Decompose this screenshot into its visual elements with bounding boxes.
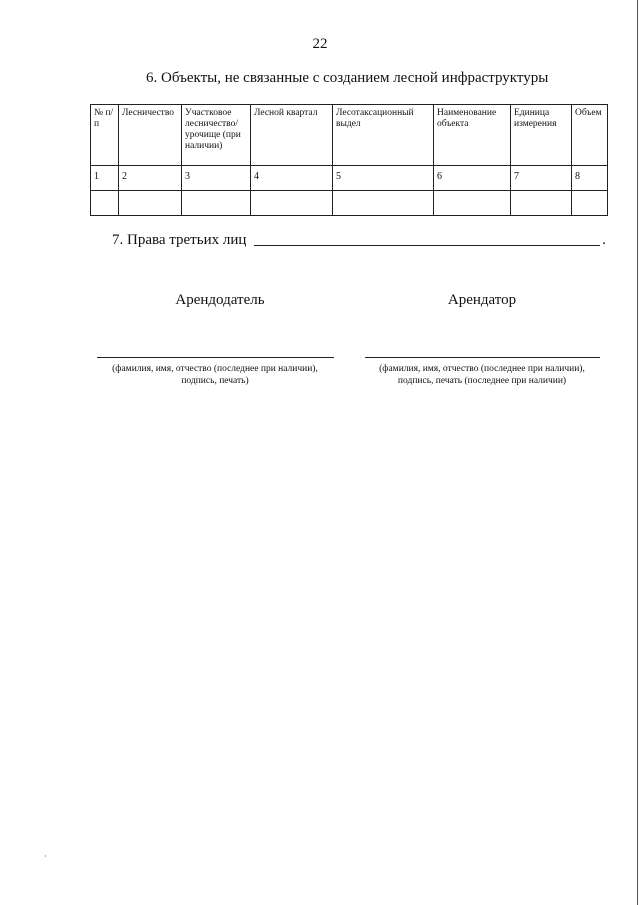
column-number: 4 [251,166,333,191]
lessor-caption [90,363,340,387]
column-header: Лесничество [119,105,182,166]
column-number: 2 [119,166,182,191]
table-cell [511,191,572,216]
table-cell [91,191,119,216]
column-number: 1 [91,166,119,191]
fill-in-line [254,244,600,246]
lessor-caption-line: (фамилия, имя, отчество (последнее при наличии), [112,364,318,374]
lessor-signature-line [97,357,334,358]
table-cell [434,191,511,216]
lessee-caption [356,363,608,387]
table-cell [182,191,251,216]
lessor-caption-line: подпись, печать) [181,376,249,386]
column-header: Наименование объекта [434,105,511,166]
table-cell [119,191,182,216]
third-party-rights [112,232,606,249]
lessor-title: Арендодатель [175,292,265,308]
column-header: Лесной квартал [251,105,333,166]
table-row [91,191,608,216]
third-party-rights-end: . [602,232,606,248]
column-header: Участковое лесничество/ урочище (при наличии) [182,105,251,166]
scan-speck: · [44,852,47,861]
page-number: 22 [312,36,328,52]
table-cell [333,191,434,216]
lessee-signature-line [365,357,600,358]
page-edge [637,0,638,905]
lessee-caption-line: подпись, печать (последнее при наличии) [397,376,567,386]
lessee-title: Арендатор [447,292,517,308]
table-cell [251,191,333,216]
column-number: 3 [182,166,251,191]
column-number: 8 [572,166,608,191]
column-number: 7 [511,166,572,191]
table-row [91,166,608,191]
column-number: 6 [434,166,511,191]
third-party-rights-label: 7. Права третьих лиц [112,232,247,248]
column-header: Объем [572,105,608,166]
table-cell [572,191,608,216]
lessee-caption-line: (фамилия, имя, отчество (последнее при наличии), [379,364,585,374]
section-6-title: 6. Объекты, не связанные с созданием лесной инфраструктуры [146,70,549,86]
column-header: № п/п [91,105,119,166]
objects-table [90,104,608,216]
table-header-row [91,105,608,166]
column-header: Лесотаксационный выдел [333,105,434,166]
column-number: 5 [333,166,434,191]
column-header: Единица измерения [511,105,572,166]
